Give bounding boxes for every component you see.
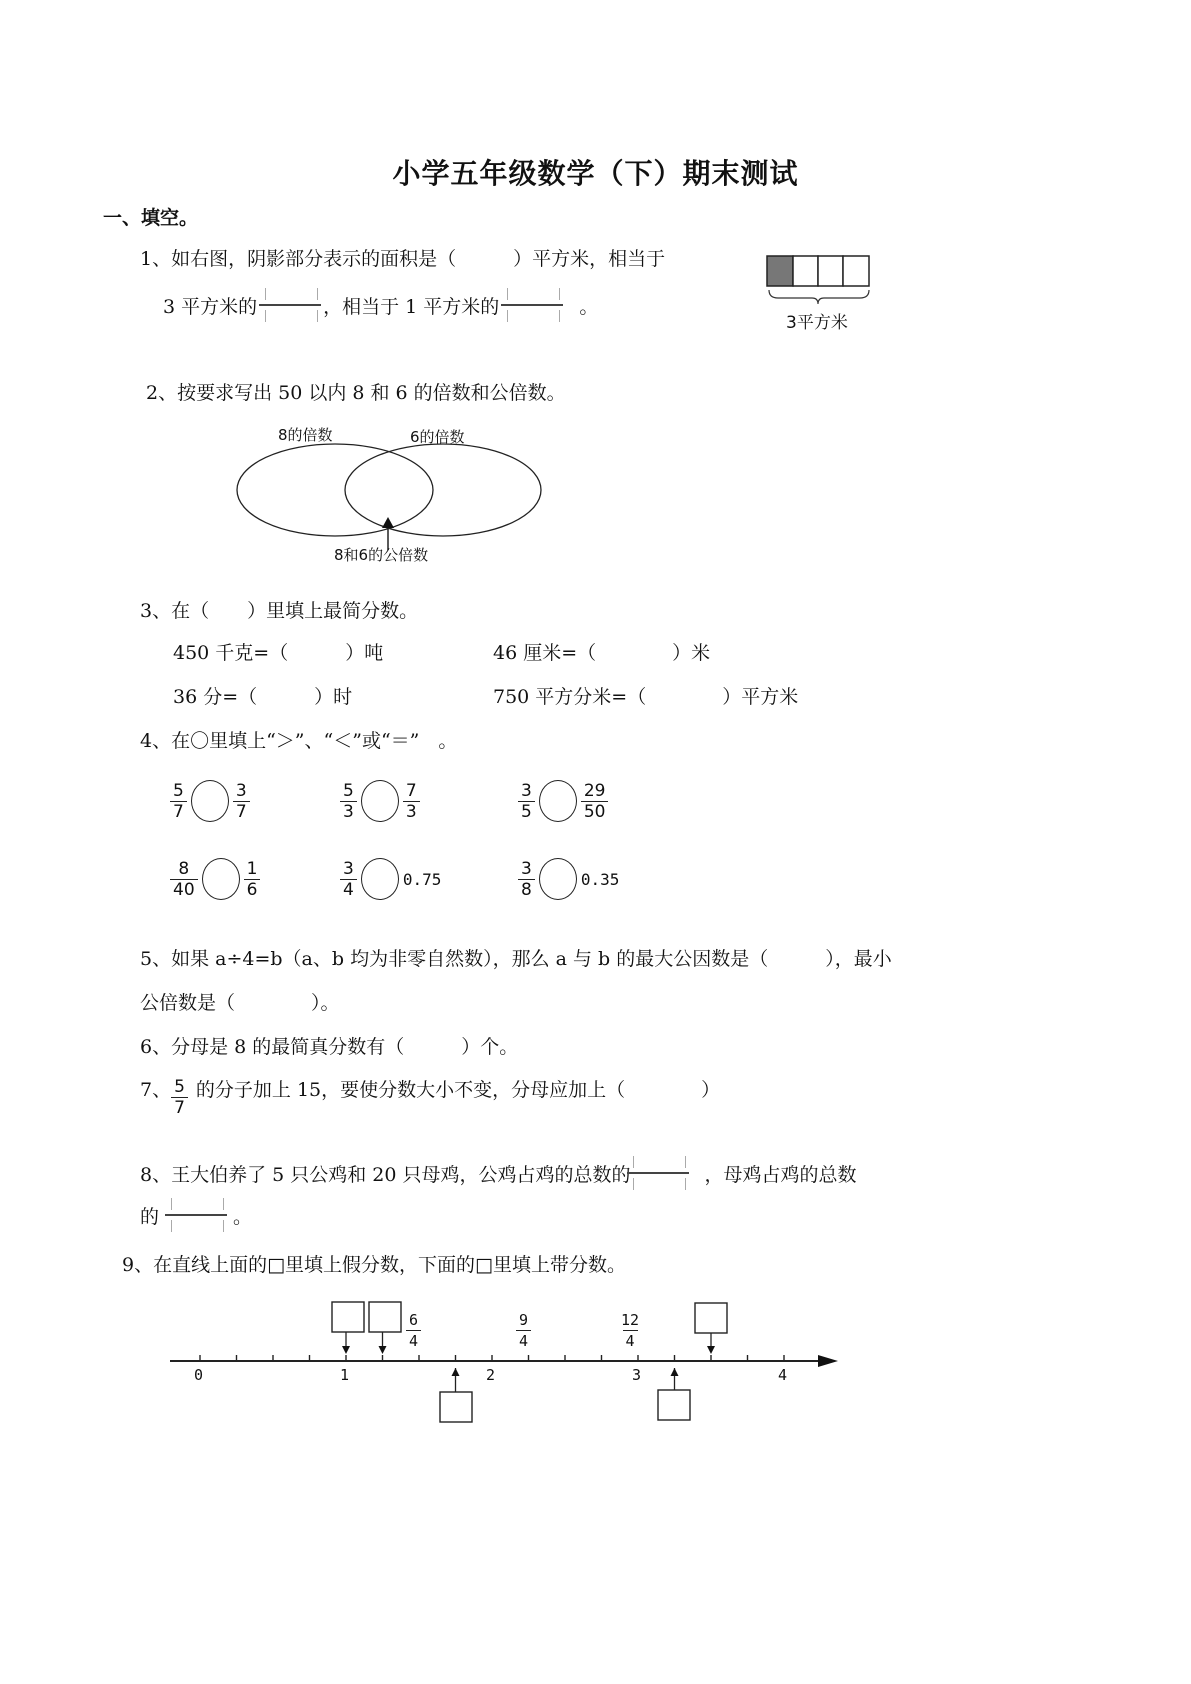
q3-item: 36 分=（ ）时 [173, 686, 353, 708]
q8-text-b: ，母鸡占鸡的总数 [704, 1163, 857, 1186]
question-3-text: 3、在（ ）里填上最简分数。 [140, 600, 419, 622]
venn-label-8: 8的倍数 [278, 426, 333, 444]
compare-item: $\frac{3}{8}$ 0.35 [518, 858, 619, 900]
axis-label: 0 [194, 1366, 204, 1384]
question-4-text: 4、在〇里填上“＞”、“＜”或“＝” 。 [140, 730, 458, 752]
question-5-line-2: 公倍数是（ ）。 [140, 992, 340, 1014]
section-heading: 一、填空。 [103, 207, 199, 229]
axis-fraction: $\frac{6}{4}$ [406, 1310, 421, 1351]
q7-text: 的分子加上 15，要使分数大小不变，分母应加上（ ） [195, 1079, 721, 1101]
question-1-line-2 [163, 282, 598, 328]
area-figure-label: 3平方米 [786, 313, 848, 333]
axis-label: 3 [632, 1366, 642, 1384]
q7-prefix: 7、 [140, 1079, 172, 1101]
decimal-value: 0.75 [402, 869, 442, 889]
axis-label: 2 [486, 1366, 496, 1384]
decimal-value: 0.35 [580, 869, 620, 889]
question-2-text: 2、按要求写出 50 以内 8 和 6 的倍数和公倍数。 [146, 382, 566, 404]
q8-text-a: 8、王大伯养了 5 只公鸡和 20 只母鸡，公鸡占鸡的总数的 [140, 1163, 631, 1186]
compare-circle[interactable] [191, 780, 229, 822]
venn-diagram [230, 420, 550, 570]
question-1-line-1: 1、如右图，阴影部分表示的面积是（ ）平方米，相当于 [140, 248, 666, 270]
venn-label-6: 6的倍数 [410, 428, 465, 446]
q1-text-a: 3 平方米的 [163, 295, 258, 318]
venn-label-common: 8和6的公倍数 [334, 546, 429, 564]
compare-item: $\frac{3}{4}$ 0.75 [340, 858, 441, 900]
q3-item: 450 千克=（ ）吨 [173, 642, 384, 664]
number-line [160, 1290, 860, 1430]
answer-box-above[interactable] [695, 1303, 727, 1333]
axis-fraction: $\frac{12}{4}$ [621, 1311, 640, 1350]
question-9-text: 9、在直线上面的□里填上假分数，下面的□里填上带分数。 [122, 1254, 626, 1276]
compare-item: $\frac{5}{3}$ $\frac{7}{3}$ [340, 780, 420, 822]
axis-label: 4 [778, 1366, 788, 1384]
compare-circle[interactable] [361, 858, 399, 900]
compare-circle[interactable] [539, 858, 577, 900]
answer-box-above[interactable] [369, 1302, 401, 1332]
answer-fraction-box[interactable] [257, 282, 323, 328]
question-5-line-1: 5、如果 a÷4=b（a、b 均为非零自然数），那么 a 与 b 的最大公因数是（ ），最小 [140, 948, 892, 970]
compare-item: $\frac{8}{40}$ $\frac{1}{6}$ [170, 858, 260, 900]
q3-item: 750 平方分米=（ ）平方米 [493, 686, 799, 708]
answer-fraction-box[interactable] [625, 1150, 691, 1196]
q1-text-c: 。 [579, 295, 599, 318]
page-title: 小学五年级数学（下）期末测试 [392, 157, 799, 190]
answer-box-below[interactable] [658, 1390, 690, 1420]
axis-label: 1 [340, 1366, 350, 1384]
question-6-text: 6、分母是 8 的最简真分数有（ ）个。 [140, 1036, 519, 1058]
question-8-line-1 [140, 1150, 857, 1196]
compare-circle[interactable] [361, 780, 399, 822]
area-figure [766, 254, 876, 339]
question-8-line-2 [140, 1192, 252, 1238]
q3-item: 46 厘米=（ ）米 [493, 642, 711, 664]
answer-box-above[interactable] [332, 1302, 364, 1332]
q1-text-b: ，相当于 1 平方米的 [323, 295, 500, 318]
question-7: 7、 $\frac{5}{7}$ 的分子加上 15，要使分数大小不变，分母应加上（ ） [140, 1077, 721, 1118]
axis-fraction: $\frac{9}{4}$ [516, 1310, 531, 1351]
compare-circle[interactable] [202, 858, 240, 900]
compare-item: $\frac{5}{7}$ $\frac{3}{7}$ [170, 780, 250, 822]
q8-text-c: 的 [140, 1205, 160, 1228]
compare-circle[interactable] [539, 780, 577, 822]
answer-box-below[interactable] [440, 1392, 472, 1422]
compare-item: $\frac{3}{5}$ $\frac{29}{50}$ [518, 780, 608, 822]
q8-text-d: 。 [233, 1205, 253, 1228]
answer-fraction-box[interactable] [499, 282, 565, 328]
answer-fraction-box[interactable] [163, 1192, 229, 1238]
